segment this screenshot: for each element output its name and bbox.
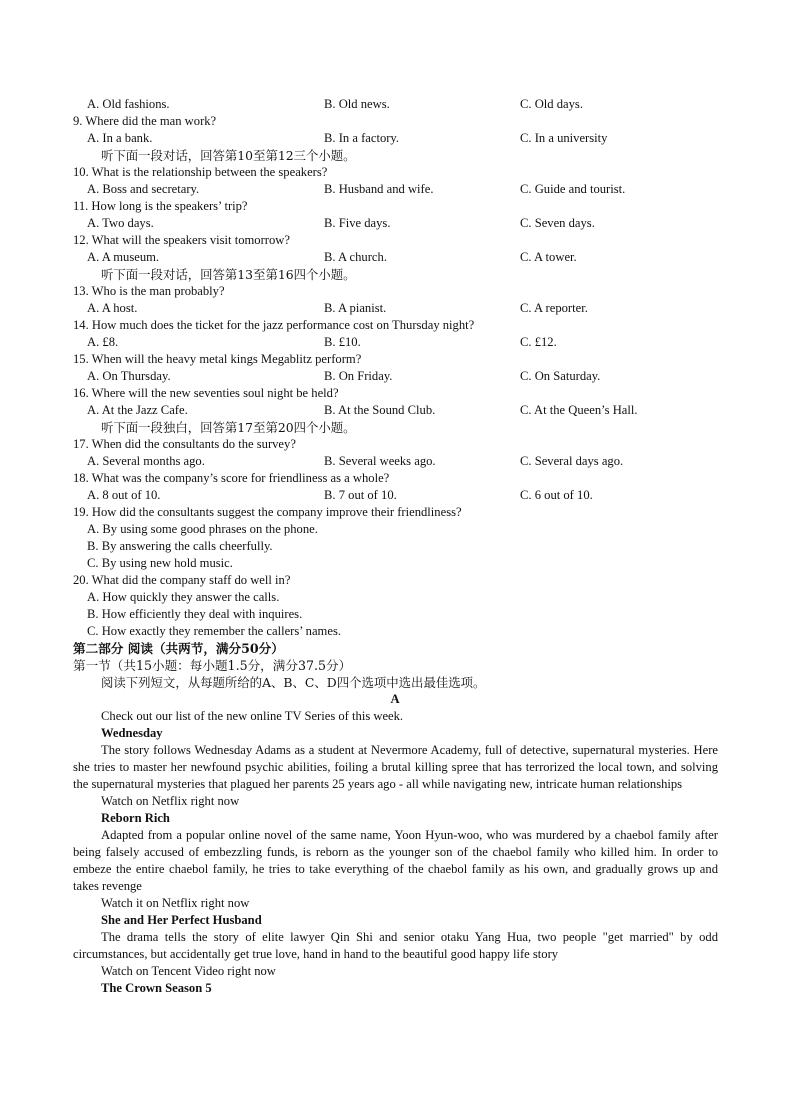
option-b: B. How efficiently they deal with inquires. — [87, 607, 303, 621]
option-c: C. How exactly they remember the callers’ names. — [87, 624, 341, 638]
instruction-13-16: 听下面一段对话，回答第13至第16四个小题。 — [101, 267, 356, 282]
option-b: B. By answering the calls cheerfully. — [87, 539, 273, 553]
q11-stem: 11. How long is the speakers’ trip? — [73, 199, 248, 213]
q15-options — [0, 368, 790, 385]
q17-options — [0, 453, 790, 470]
q10-stem: 10. What is the relationship between the speakers? — [73, 165, 328, 179]
q8-options — [0, 96, 790, 113]
reading-instruction: 阅读下列短文，从每题所给的A、B、C、D四个选项中选出最佳选项。 — [101, 675, 486, 690]
option-b: B. A pianist. — [324, 301, 387, 315]
show-description: The story follows Wednesday Adams as a student at Nevermore Academy, full of detective, supernatural mysteries. Here she tries to master her newfound psychic abilities, foiling a brutal killing spree that has terrorized the local town, and solving the supernatural mysteries that plagued her parents 25 years ago - all while navigating new, intricate human relationships — [73, 743, 718, 791]
option-a: A. At the Jazz Cafe. — [87, 403, 188, 417]
q12-options — [0, 249, 790, 266]
q14-stem: 14. How much does the ticket for the jazz performance cost on Thursday night? — [73, 318, 475, 332]
part-title: 第二部分 阅读（共两节，满分50分） — [73, 641, 284, 656]
passage-intro: Check out our list of the new online TV Series of this week. — [101, 709, 404, 723]
option-c: C. A reporter. — [520, 301, 588, 315]
q18-options — [0, 487, 790, 504]
instruction-17-20: 听下面一段独白，回答第17至第20四个小题。 — [101, 420, 356, 435]
q15-stem: 15. When will the heavy metal kings Megablitz perform? — [73, 352, 362, 366]
option-b: B. On Friday. — [324, 369, 393, 383]
option-a: A. Two days. — [87, 216, 154, 230]
option-b: B. 7 out of 10. — [324, 488, 397, 502]
q12-stem: 12. What will the speakers visit tomorrow? — [73, 233, 290, 247]
option-c: C. Old days. — [520, 97, 583, 111]
passage-label: A — [390, 692, 400, 706]
option-c: C. Several days ago. — [520, 454, 624, 468]
option-a: A. By using some good phrases on the phone. — [87, 522, 318, 536]
option-a: A. 8 out of 10. — [87, 488, 161, 502]
show-description: Adapted from a popular online novel of the same name, Yoon Hyun-woo, who was murdered by a chaebol family after being falsely accused of embezzling funds, is reborn as the younger son of the chaebol family who killed him. In order to embeze the entire chaebol family, he tries to take everything of the chaebol family as his own, and gradually grows up and takes revenge — [73, 828, 718, 893]
option-b: B. Several weeks ago. — [324, 454, 436, 468]
exam-page — [0, 96, 790, 997]
q17-stem: 17. When did the consultants do the survey? — [73, 437, 296, 451]
option-b: B. Five days. — [324, 216, 391, 230]
show-description: The drama tells the story of elite lawyer Qin Shi and senior otaku Yang Hua, two people "get married" by odd circumstances, but accidentally get true love, hand in hand to the beautiful good happy life story — [73, 930, 718, 961]
option-c: C. At the Queen’s Hall. — [520, 403, 638, 417]
option-b: B. £10. — [324, 335, 361, 349]
option-c: C. A tower. — [520, 250, 577, 264]
option-b: B. At the Sound Club. — [324, 403, 436, 417]
option-a: A. Old fashions. — [87, 97, 170, 111]
option-a: A. A museum. — [87, 250, 160, 264]
q20-stem: 20. What did the company staff do well in? — [73, 573, 291, 587]
option-c: C. On Saturday. — [520, 369, 601, 383]
option-a: A. How quickly they answer the calls. — [87, 590, 280, 604]
option-a: A. Boss and secretary. — [87, 182, 200, 196]
q14-options — [0, 334, 790, 351]
q19-stem: 19. How did the consultants suggest the company improve their friendliness? — [73, 505, 462, 519]
q13-options — [0, 300, 790, 317]
q18-stem: 18. What was the company’s score for friendliness as a whole? — [73, 471, 390, 485]
option-c: C. Seven days. — [520, 216, 595, 230]
q9-stem: 9. Where did the man work? — [73, 114, 217, 128]
show-watch-line: Watch on Netflix right now — [101, 794, 240, 808]
option-a: A. A host. — [87, 301, 138, 315]
show-title: She and Her Perfect Husband — [101, 913, 262, 927]
show-watch-line: Watch on Tencent Video right now — [101, 964, 276, 978]
q9-options — [0, 130, 790, 147]
q11-options — [0, 215, 790, 232]
option-c: C. In a university — [520, 131, 608, 145]
option-c: C. Guide and tourist. — [520, 182, 626, 196]
instruction-10-12: 听下面一段对话，回答第10至第12三个小题。 — [101, 148, 356, 163]
option-b: B. In a factory. — [324, 131, 400, 145]
option-c: C. £12. — [520, 335, 557, 349]
option-a: A. In a bank. — [87, 131, 153, 145]
section-title: 第一节（共15小题：每小题1.5分，满分37.5分） — [73, 658, 352, 673]
show-title: Wednesday — [101, 726, 163, 740]
q13-stem: 13. Who is the man probably? — [73, 284, 225, 298]
show-title: The Crown Season 5 — [101, 981, 212, 995]
show-watch-line: Watch it on Netflix right now — [101, 896, 250, 910]
option-a: A. Several months ago. — [87, 454, 205, 468]
option-b: B. Old news. — [324, 97, 390, 111]
option-b: B. Husband and wife. — [324, 182, 434, 196]
option-a: A. £8. — [87, 335, 119, 349]
option-c: C. 6 out of 10. — [520, 488, 593, 502]
show-title: Reborn Rich — [101, 811, 170, 825]
option-b: B. A church. — [324, 250, 387, 264]
q10-options — [0, 181, 790, 198]
q16-options — [0, 402, 790, 419]
option-c: C. By using new hold music. — [87, 556, 233, 570]
q16-stem: 16. Where will the new seventies soul night be held? — [73, 386, 339, 400]
option-a: A. On Thursday. — [87, 369, 171, 383]
